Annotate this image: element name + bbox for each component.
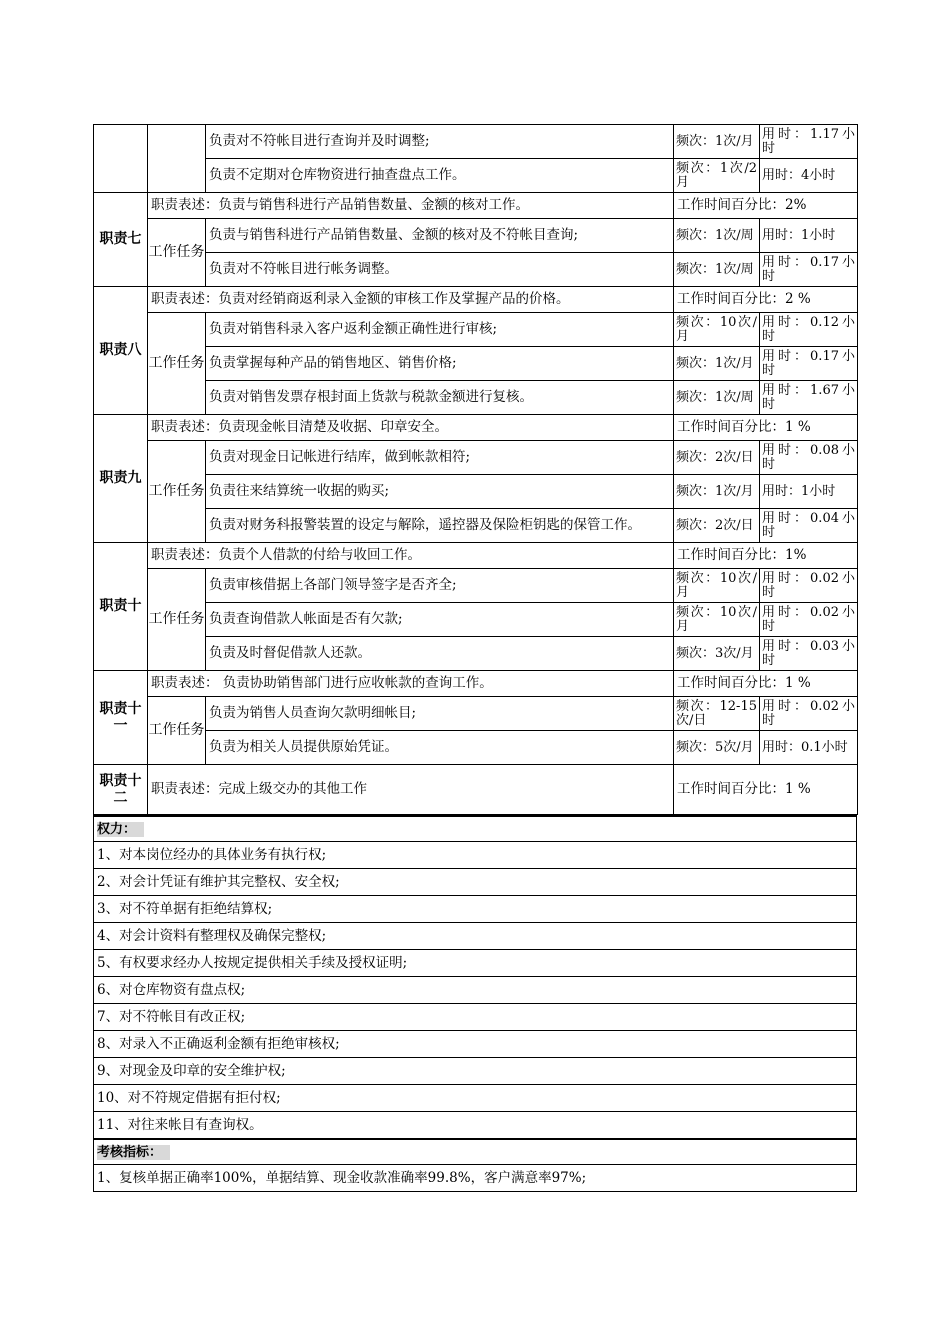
task-label: 工作任务 [148, 219, 206, 287]
task-duration: 用时：0.02小时 [760, 569, 858, 603]
authority-item-text: 5、有权要求经办人按规定提供相关手续及授权证明; [94, 950, 857, 977]
authority-item-text: 6、对仓库物资有盘点权; [94, 977, 857, 1004]
authority-item [94, 923, 857, 950]
task-row [94, 313, 858, 347]
task-frequency: 频次：1次/月 [674, 125, 760, 159]
task-duration: 用时：0.04小时 [760, 509, 858, 543]
task-frequency: 频次：10次/月 [674, 313, 760, 347]
task-frequency: 频次：3次/月 [674, 637, 760, 671]
duty-time-percent: 工作时间百分比：1 % [674, 765, 858, 815]
task-text: 负责与销售科进行产品销售数量、金额的核对及不符帐目查询; [206, 219, 674, 253]
authority-item-text: 4、对会计资料有整理权及确保完整权; [94, 923, 857, 950]
task-row [94, 125, 858, 159]
authority-item [94, 842, 857, 869]
duty-statement-row [94, 543, 858, 569]
authority-item [94, 896, 857, 923]
task-text: 负责不定期对仓库物资进行抽查盘点工作。 [206, 159, 674, 193]
authority-item [94, 1058, 857, 1085]
task-duration: 用时：1小时 [760, 475, 858, 509]
duty-time-percent: 工作时间百分比：2% [674, 193, 858, 219]
task-frequency: 频次：1次/周 [674, 381, 760, 415]
task-row [94, 731, 858, 765]
task-row [94, 219, 858, 253]
duty-label: 职责七 [94, 193, 148, 287]
authority-heading: 权力： [94, 816, 857, 842]
duty-time-percent: 工作时间百分比：1 % [674, 415, 858, 441]
task-text: 负责对销售发票存根封面上货款与税款金额进行复核。 [206, 381, 674, 415]
task-row [94, 159, 858, 193]
task-frequency: 频次：1次/2月 [674, 159, 760, 193]
task-frequency: 频次：1次/月 [674, 475, 760, 509]
kpi-item-text: 1、复核单据正确率100%，单据结算、现金收款准确率99.8%，客户满意率97%; [94, 1165, 857, 1192]
duty-statement: 职责表述：负责现金帐目清楚及收据、印章安全。 [148, 415, 674, 441]
authority-item-text: 7、对不符帐目有改正权; [94, 1004, 857, 1031]
task-duration: 用时：0.02小时 [760, 603, 858, 637]
task-duration: 用时：4小时 [760, 159, 858, 193]
duty-statement-row [94, 287, 858, 313]
duty-time-percent: 工作时间百分比：1 % [674, 671, 858, 697]
duty-statement-row [94, 765, 858, 815]
task-duration: 用时：0.17小时 [760, 253, 858, 287]
authority-item [94, 1085, 857, 1112]
duty-statement: 职责表述：负责个人借款的付给与收回工作。 [148, 543, 674, 569]
task-frequency: 频次：2次/日 [674, 441, 760, 475]
task-row [94, 475, 858, 509]
task-duration: 用时：1小时 [760, 219, 858, 253]
duty-statement-row [94, 193, 858, 219]
authority-item-text: 3、对不符单据有拒绝结算权; [94, 896, 857, 923]
authority-item-text: 10、对不符规定借据有拒付权; [94, 1085, 857, 1112]
authority-item [94, 977, 857, 1004]
job-description-document [93, 124, 857, 1192]
task-row [94, 347, 858, 381]
task-text: 负责对销售科录入客户返利金额正确性进行审核; [206, 313, 674, 347]
duty-label: 职责八 [94, 287, 148, 415]
task-label: 工作任务 [148, 313, 206, 415]
task-frequency: 频次：1次/月 [674, 347, 760, 381]
authority-item-text: 1、对本岗位经办的具体业务有执行权; [94, 842, 857, 869]
duty-statement: 职责表述：负责与销售科进行产品销售数量、金额的核对工作。 [148, 193, 674, 219]
authority-item-text: 11、对往来帐目有查询权。 [94, 1112, 857, 1140]
duty-label: 职责九 [94, 415, 148, 543]
authority-table [93, 815, 857, 1192]
duty-statement: 职责表述：完成上级交办的其他工作 [148, 765, 674, 815]
task-label: 工作任务 [148, 697, 206, 765]
task-text: 负责为销售人员查询欠款明细帐目; [206, 697, 674, 731]
kpi-heading: 考核指标： [94, 1139, 857, 1165]
task-row [94, 637, 858, 671]
task-text: 负责为相关人员提供原始凭证。 [206, 731, 674, 765]
duty-time-percent: 工作时间百分比：1% [674, 543, 858, 569]
task-duration: 用时：0.03小时 [760, 637, 858, 671]
authority-item [94, 1004, 857, 1031]
task-text: 负责查询借款人帐面是否有欠款; [206, 603, 674, 637]
task-duration: 用时：0.08小时 [760, 441, 858, 475]
task-duration: 用时：0.12小时 [760, 313, 858, 347]
task-frequency: 频次：10次/月 [674, 603, 760, 637]
duty-statement-row [94, 415, 858, 441]
task-frequency: 频次：1次/周 [674, 253, 760, 287]
task-label-continued [148, 125, 206, 193]
duty-table [93, 124, 858, 815]
duty-statement: 职责表述：负责对经销商返利录入金额的审核工作及掌握产品的价格。 [148, 287, 674, 313]
task-text: 负责审核借据上各部门领导签字是否齐全; [206, 569, 674, 603]
task-text: 负责对现金日记帐进行结库，做到帐款相符; [206, 441, 674, 475]
authority-item-text: 2、对会计凭证有维护其完整权、安全权; [94, 869, 857, 896]
task-duration: 用时：0.1小时 [760, 731, 858, 765]
authority-item [94, 950, 857, 977]
task-row [94, 253, 858, 287]
task-text: 负责对财务科报警装置的设定与解除，遥控器及保险柜钥匙的保管工作。 [206, 509, 674, 543]
duty-label: 职责十一 [94, 671, 148, 765]
task-row [94, 569, 858, 603]
kpi-item [94, 1165, 857, 1192]
authority-item [94, 869, 857, 896]
task-text: 负责对不符帐目进行查询并及时调整; [206, 125, 674, 159]
authority-item [94, 1031, 857, 1058]
duty-label: 职责十 [94, 543, 148, 671]
task-frequency: 频次：12-15次/日 [674, 697, 760, 731]
duty-statement: 职责表述： 负责协助销售部门进行应收帐款的查询工作。 [148, 671, 674, 697]
task-duration: 用时：1.17小时 [760, 125, 858, 159]
duty-time-percent: 工作时间百分比：2 % [674, 287, 858, 313]
task-frequency: 频次：2次/日 [674, 509, 760, 543]
task-text: 负责掌握每种产品的销售地区、销售价格; [206, 347, 674, 381]
task-text: 负责往来结算统一收据的购买; [206, 475, 674, 509]
task-frequency: 频次：5次/月 [674, 731, 760, 765]
task-text: 负责对不符帐目进行帐务调整。 [206, 253, 674, 287]
task-frequency: 频次：1次/周 [674, 219, 760, 253]
task-duration: 用时：0.02小时 [760, 697, 858, 731]
authority-item-text: 8、对录入不正确返利金额有拒绝审核权; [94, 1031, 857, 1058]
task-label: 工作任务 [148, 441, 206, 543]
duty-statement-row [94, 671, 858, 697]
duty-label: 职责十二 [94, 765, 148, 815]
duty-label-continued [94, 125, 148, 193]
task-row [94, 697, 858, 731]
task-duration: 用时：1.67小时 [760, 381, 858, 415]
task-frequency: 频次：10次/月 [674, 569, 760, 603]
task-row [94, 441, 858, 475]
task-label: 工作任务 [148, 569, 206, 671]
authority-item [94, 1112, 857, 1140]
task-text: 负责及时督促借款人还款。 [206, 637, 674, 671]
task-row [94, 603, 858, 637]
authority-item-text: 9、对现金及印章的安全维护权; [94, 1058, 857, 1085]
task-duration: 用时：0.17小时 [760, 347, 858, 381]
task-row [94, 509, 858, 543]
task-row [94, 381, 858, 415]
